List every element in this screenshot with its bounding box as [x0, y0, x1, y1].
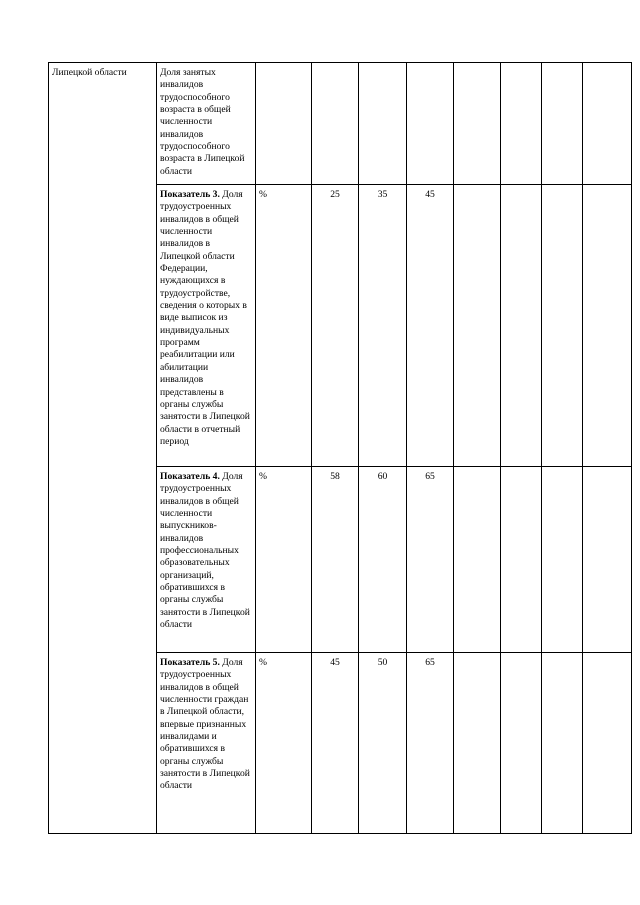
value-cell	[312, 185, 359, 467]
empty-cell	[501, 467, 542, 653]
value-2: 60	[377, 471, 388, 482]
indicator-text: Доля трудоустроенных инвалидов в общей численности граждан в Липецкой области, впервые признанных инвалидами и обратившихся в органы службы занятости в Липецкой области	[160, 657, 250, 792]
empty-cell	[583, 467, 632, 653]
indicators-table	[48, 62, 632, 834]
value-cell	[407, 63, 454, 185]
value-cell	[312, 467, 359, 653]
value-cell	[407, 467, 454, 653]
value-1: 25	[330, 189, 340, 200]
unit-cell	[256, 185, 312, 467]
indicator-description	[157, 467, 256, 653]
value-cell	[359, 185, 407, 467]
indicator-text: Доля занятых инвалидов трудоспособного возраста в общей численности инвалидов трудоспособного возраста в Липецкой области	[160, 67, 245, 177]
indicator-text: Доля трудоустроенных инвалидов в общей численности выпускников-инвалидов профессиональных образовательных организаций, обратившихся в органы службы занятости в Липецкой области	[160, 471, 250, 631]
value-cell	[312, 653, 359, 834]
unit-cell	[256, 467, 312, 653]
indicator-description	[157, 653, 256, 834]
value-cell	[359, 467, 407, 653]
unit-cell	[256, 63, 312, 185]
indicator-title: Показатель 3.	[160, 189, 220, 200]
empty-cell	[542, 63, 583, 185]
empty-cell	[501, 185, 542, 467]
value-cell	[407, 653, 454, 834]
value-3: 65	[425, 471, 435, 482]
empty-cell	[583, 185, 632, 467]
indicator-title: Показатель 5.	[160, 657, 220, 668]
region-cell	[49, 63, 157, 834]
empty-cell	[501, 63, 542, 185]
value-3: 45	[425, 189, 435, 200]
empty-cell	[542, 467, 583, 653]
empty-cell	[501, 653, 542, 834]
table-row	[49, 63, 632, 185]
empty-cell	[454, 185, 501, 467]
region-label: Липецкой области	[52, 67, 127, 78]
value-2: 35	[377, 189, 388, 200]
unit-value: %	[259, 471, 267, 482]
indicator-description	[157, 63, 256, 185]
unit-cell	[256, 653, 312, 834]
value-cell	[407, 185, 454, 467]
unit-value: %	[259, 657, 267, 668]
empty-cell	[542, 653, 583, 834]
empty-cell	[542, 185, 583, 467]
value-1: 45	[330, 657, 340, 668]
indicator-text: Доля трудоустроенных инвалидов в общей численности инвалидов в Липецкой области Федерации, нуждающихся в трудоустройстве, сведения о которых в виде выписок из индивидуальных программ реабилитации или абилитации инвалидов представлены в органы службы занятости в Липецкой области в отчетный период	[160, 189, 250, 447]
value-1: 58	[330, 471, 340, 482]
value-cell	[359, 653, 407, 834]
value-3: 65	[425, 657, 435, 668]
empty-cell	[454, 467, 501, 653]
indicator-description	[157, 185, 256, 467]
value-cell	[359, 63, 407, 185]
indicator-title: Показатель 4.	[160, 471, 220, 482]
unit-value: %	[259, 189, 267, 200]
value-cell	[312, 63, 359, 185]
empty-cell	[583, 63, 632, 185]
value-2: 50	[377, 657, 388, 668]
empty-cell	[454, 653, 501, 834]
empty-cell	[454, 63, 501, 185]
empty-cell	[583, 653, 632, 834]
